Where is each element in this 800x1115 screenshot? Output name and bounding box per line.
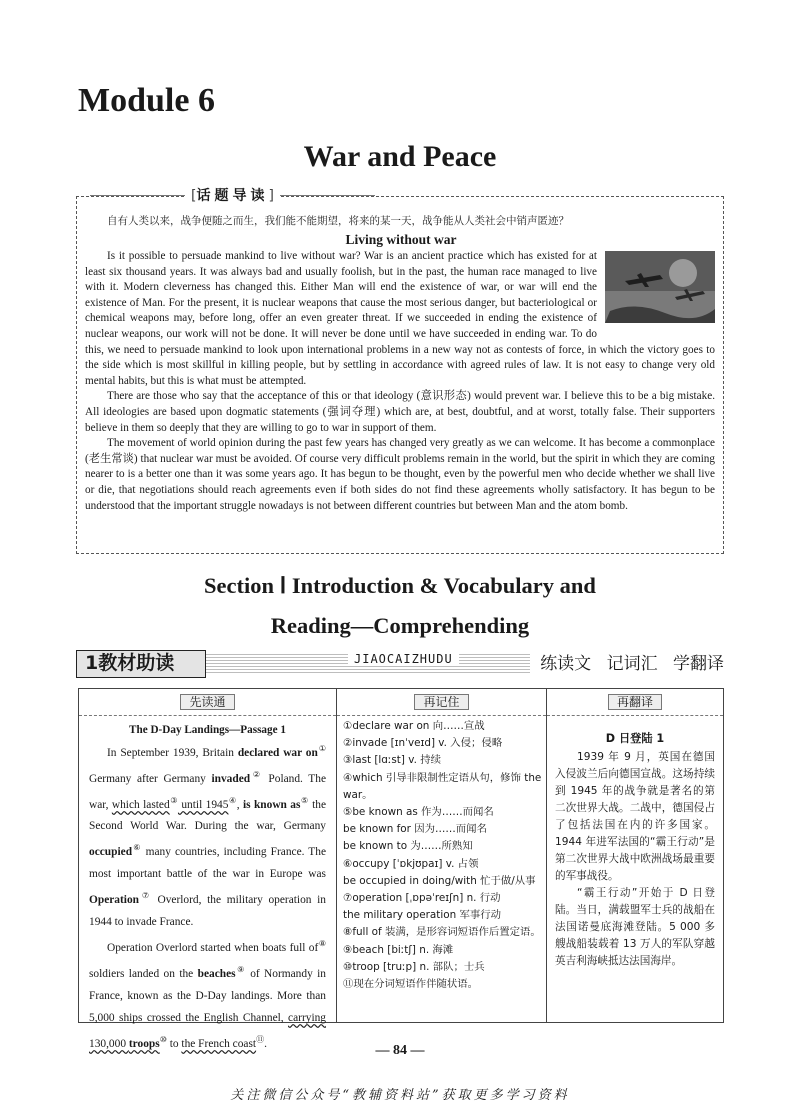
- passage-paragraph: In September 1939, Britain declared war on① Germany after Germany invaded② Poland. The war, which lasted③ until 1945④, is known as⑤ the Second World War. During the war, Germany occupied⑥ many countries, including France. The most important battle of the war in Europe was Operation⑦ Overlord, the military operation in 1944 to invade France.: [89, 744, 327, 928]
- translation-column-header: 再翻译: [608, 694, 662, 710]
- vocab-item: ①declare war on 向……宣战: [343, 720, 485, 732]
- study-columns: [78, 688, 724, 1050]
- passage-text: [79, 738, 336, 1054]
- vocab-item: ②invade [ɪnˈveɪd] v. 入侵；侵略: [343, 737, 503, 750]
- translation-text: [547, 730, 723, 970]
- topic-paragraph: Is it possible to persuade mankind to live without war? War is an ancient practice which has existed for at least six thousand years. It was always bad and usually foolish, but in the past, the human race managed to live with it. Modern cleverness has changed this. Either Man will end the existence of war, or war will end the existence of Man. For the present, it is nuclear weapons that cause the most serious danger, but bacteriological or chemical weapons may, before long, offer an even greater threat. If we succeeded in ending the existence of nuclear weapons, our work will not be done. It will never be done until we have succeeded in ending war. To do this, we need to persuade mankind to look upon international problems in a new way not as contests of force, in which the victory goes to the side which is most skillful in killing people, but by settling in accordance with agreed rules of law. It is not easy to change very old mental habits, but this is what must be attempted.: [85, 250, 715, 387]
- topic-heading: Living without war: [345, 232, 457, 247]
- page-number: — 84 —: [375, 1043, 425, 1058]
- vocab-item: ⑩troop [truːp] n. 部队；士兵: [343, 960, 485, 973]
- vocabulary-column: [337, 689, 547, 1022]
- reading-column: [79, 689, 337, 1050]
- vocab-item: ⑪现在分词短语作伴随状语。: [343, 978, 479, 991]
- vocab-item: ⑤be known as 作为……而闻名: [343, 806, 494, 819]
- section-title: [0, 566, 800, 646]
- vocab-item: ⑥occupy [ˈɒkjʊpaɪ] v. 占领: [343, 857, 479, 870]
- banner-slogan: 练读文 记词汇 学翻译: [530, 650, 724, 678]
- translation-paragraph: 1939 年 9 月，英国在德国入侵波兰后向德国宣战。这场持续到 1945 年的战争就是著名的第二次世界大战。二战中，德国侵占了包括法国在内的许多国家。1944 年进军法国的“霸王行动”是第二次世界大战中欧洲战场最重要的军事战役。: [555, 751, 715, 882]
- topic-paragraph: The movement of world opinion during the past few years has changed very greatly as we can welcome. It has become a commonplace (老生常谈) that nuclear war must be avoided. Of course very difficult problems remain in the world, but the spirit in which they are coming nearer to is a better one than it was some years ago. It has begun to be thought, even by the powerful men who decide whether we shall live or die, that negotiations should reach agreements even if both sides do not find these agreements wholly satisfactory. It has begun to be understood that the important struggle nowadays is not between different countries but between Man and the atom bomb.: [85, 437, 715, 512]
- textbook-guide-banner: [76, 650, 724, 678]
- translation-title: D 日登陆 1: [605, 732, 665, 745]
- module-title: Module 6: [78, 82, 215, 119]
- vocab-item: ④which 引导非限制性定语从句，修饰 the war。: [343, 771, 542, 801]
- unit-title: War and Peace: [303, 140, 497, 173]
- vocab-item: ⑦operation [ˌɒpəˈreɪʃn] n. 行动: [343, 892, 501, 905]
- topic-intro: 自有人类以来，战争便随之而生，我们能不能期望，将来的某一天，战争能从人类社会中销声匿迹？: [107, 215, 569, 227]
- topic-body: [85, 249, 715, 514]
- topic-tag-label: 话题导读: [196, 188, 269, 204]
- passage-title: The D-Day Landings—Passage 1: [129, 724, 286, 736]
- translation-paragraph: “霸王行动”开始于 D 日登陆。当日，满载盟军士兵的战船在法国诺曼底海滩登陆。5 000 多艘战船装载着 13 万人的军队穿越英吉利海峡抵达法国海岸。: [555, 887, 715, 967]
- topic-reading-box: [76, 188, 724, 554]
- vocabulary-column-header: 再记住: [414, 694, 468, 710]
- passage-paragraph: Operation Overlord started when boats full of⑧ soldiers landed on the beaches⑨ of Normandy in France, known as the D-Day landings. More than 5,000 ships crossed the English Channel, carrying 130,000 troops⑩ to the French coast⑪.: [89, 938, 327, 1050]
- war-planes-image: [605, 251, 715, 323]
- topic-paragraph: There are those who say that the acceptance of this or that ideology (意识形态) would prevent war. I believe this to be a big mistake. All ideologies are based upon dogmatic statements (强词夺理) which are, at best, doubtful, and at worst, totally false. Their supporters believe in them so deeply that they are willing to go to war in support of them.: [85, 390, 715, 434]
- vocab-item: ③last [lɑːst] v. 持续: [343, 754, 441, 767]
- vocab-item: ⑧full of 装满，是形容词短语作后置定语。: [343, 926, 541, 939]
- vocab-item: the military operation 军事行动: [343, 909, 502, 922]
- banner-pinyin: JIAOCAIZHUDU: [348, 652, 459, 666]
- vocab-item: be known for 因为……而闻名: [343, 823, 487, 836]
- translation-column: [547, 689, 723, 1022]
- vocab-item: ⑨beach [biːtʃ] n. 海滩: [343, 943, 454, 956]
- footer-note: 关注微信公众号“教辅资料站”获取更多学习资料: [230, 1088, 570, 1103]
- vocab-item: be known to 为……所熟知: [343, 840, 473, 853]
- banner-label: 1教材助读: [76, 650, 206, 678]
- topic-tag: [话题导读]: [185, 185, 280, 205]
- section-title-line1: Section Ⅰ Introduction & Vocabulary and: [204, 573, 596, 598]
- section-title-line2: Reading—Comprehending: [270, 613, 530, 638]
- reading-column-header: 先读通: [180, 694, 234, 710]
- vocabulary-list: [337, 716, 546, 993]
- vocab-item: be occupied in doing/with 忙于做/从事: [343, 874, 536, 887]
